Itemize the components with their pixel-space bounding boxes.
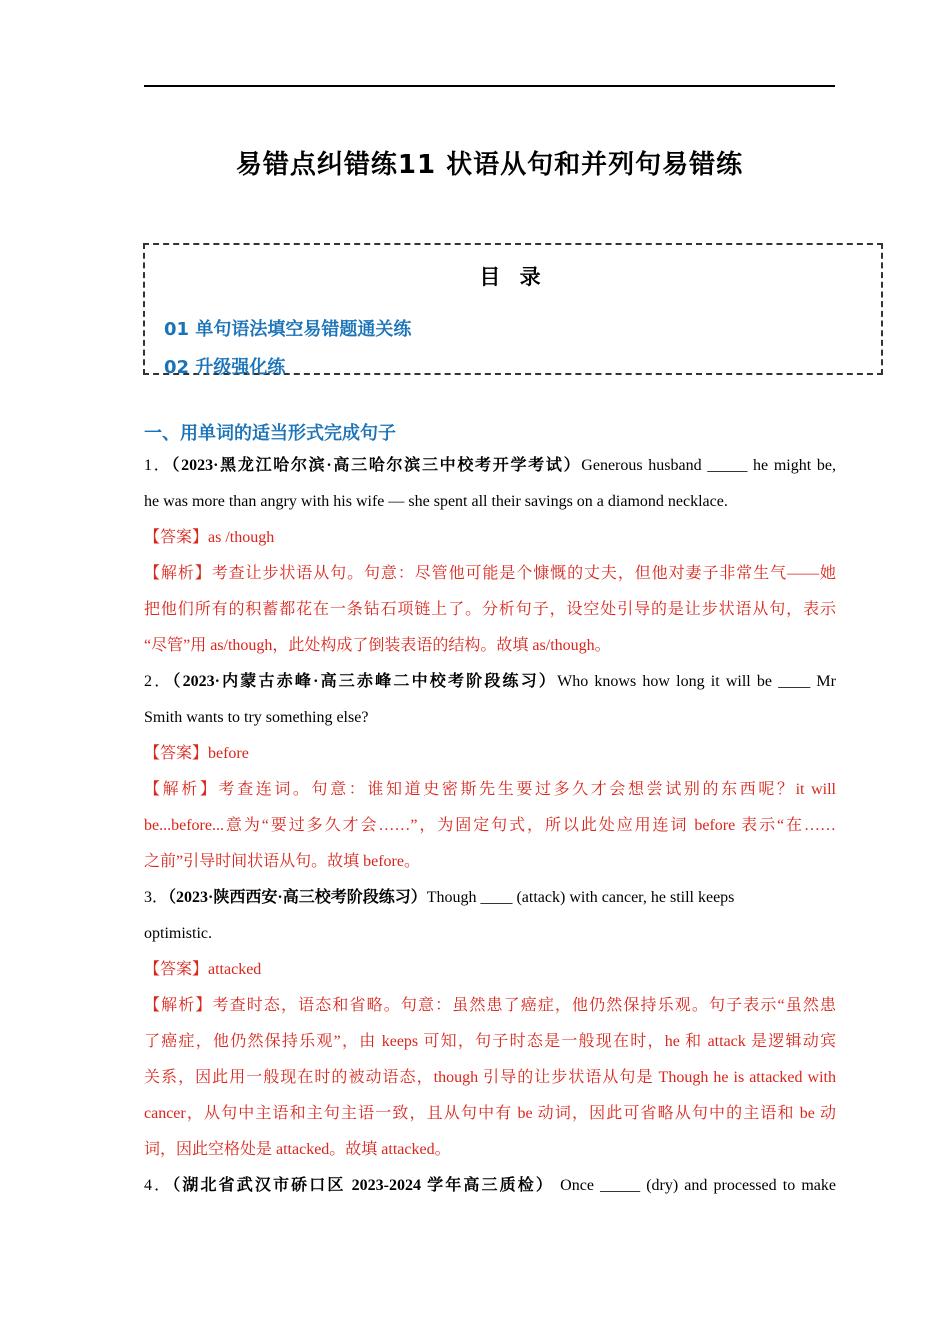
question-4: [144, 1168, 836, 1204]
question-source: （2023·黑龙江哈尔滨·高三哈尔滨三中校考开学考试）: [171, 457, 582, 474]
question-text-cont: he was more than angry with his wife — she spent all their savings on a diamond necklace.: [144, 493, 728, 510]
analysis-line: be...before...意为“要过多久才会……”，为固定句式，所以此处应用连词 before 表示“在……: [144, 817, 836, 834]
question-3: [144, 880, 836, 916]
page-title: 易错点纠错练11 状语从句和并列句易错练: [235, 150, 744, 180]
analysis-line: cancer，从句中主语和主句主语一致，且从句中有 be 动词，因此可省略从句中的主语和 be 动: [144, 1105, 836, 1122]
analysis-line: 之前”引导时间状语从句。故填 before。: [144, 853, 420, 870]
section-heading: 一、用单词的适当形式完成句子: [144, 423, 396, 444]
table-of-contents: [143, 243, 883, 378]
answer: 【答案】as /though: [144, 529, 275, 546]
toc-heading: 目 录: [479, 265, 547, 289]
question-text-cont: Smith wants to try something else?: [144, 709, 369, 726]
question-text: Generous husband _____ he might be,: [581, 457, 836, 474]
question-text: Once _____ (dry) and processed to make: [554, 1177, 836, 1194]
analysis-line: 【解析】考查连词。句意：谁知道史密斯先生要过多久才会想尝试别的东西呢？it will: [144, 781, 836, 798]
question-text-cont: optimistic.: [144, 925, 212, 942]
toc-item-2[interactable]: 02 升级强化练: [164, 357, 286, 378]
question-list: [144, 448, 836, 1204]
analysis-line: “尽管”用 as/though，此处构成了倒装表语的结构。故填 as/though。: [144, 637, 611, 654]
question-2: [144, 664, 836, 700]
analysis-line: 【解析】考查时态，语态和省略。句意：虽然患了癌症，他仍然保持乐观。句子表示“虽然患: [144, 997, 836, 1014]
header-rule: [144, 85, 835, 87]
answer: 【答案】before: [144, 745, 249, 762]
question-source: （湖北省武汉市硚口区 2023-2024 学年高三质检）: [172, 1177, 555, 1194]
question-text: Though ____ (attack) with cancer, he still keeps: [426, 889, 735, 906]
question-number: 4．: [144, 1177, 173, 1194]
question-1: [144, 448, 836, 484]
analysis-line: 关系，因此用一般现在时的被动语态，though 引导的让步状语从句是 Though he is attacked with: [144, 1069, 836, 1086]
toc-item-1[interactable]: 01 单句语法填空易错题通关练: [164, 319, 412, 340]
analysis-line: 【解析】考查让步状语从句。句意：尽管他可能是个慷慨的丈夫，但他对妻子非常生气——她: [144, 565, 836, 582]
question-number: 1．: [144, 457, 172, 474]
analysis-line: 把他们所有的积蓄都花在一条钻石项链上了。分析句子，设空处引导的是让步状语从句，表示: [144, 601, 836, 618]
answer: 【答案】attacked: [144, 961, 262, 978]
question-source: （2023·陕西西安·高三校考阶段练习）: [168, 889, 427, 906]
analysis-line: 了癌症，他仍然保持乐观”，由 keeps 可知，句子时态是一般现在时，he 和 attack 是逻辑动宾: [144, 1033, 836, 1050]
analysis-line: 词，因此空格处是 attacked。故填 attacked。: [144, 1141, 451, 1158]
question-source: （2023·内蒙古赤峰·高三赤峰二中校考阶段练习）: [172, 673, 558, 690]
question-number: 2．: [144, 673, 173, 690]
question-number: 3．: [144, 889, 169, 906]
question-text: Who knows how long it will be ____ Mr: [557, 673, 836, 690]
